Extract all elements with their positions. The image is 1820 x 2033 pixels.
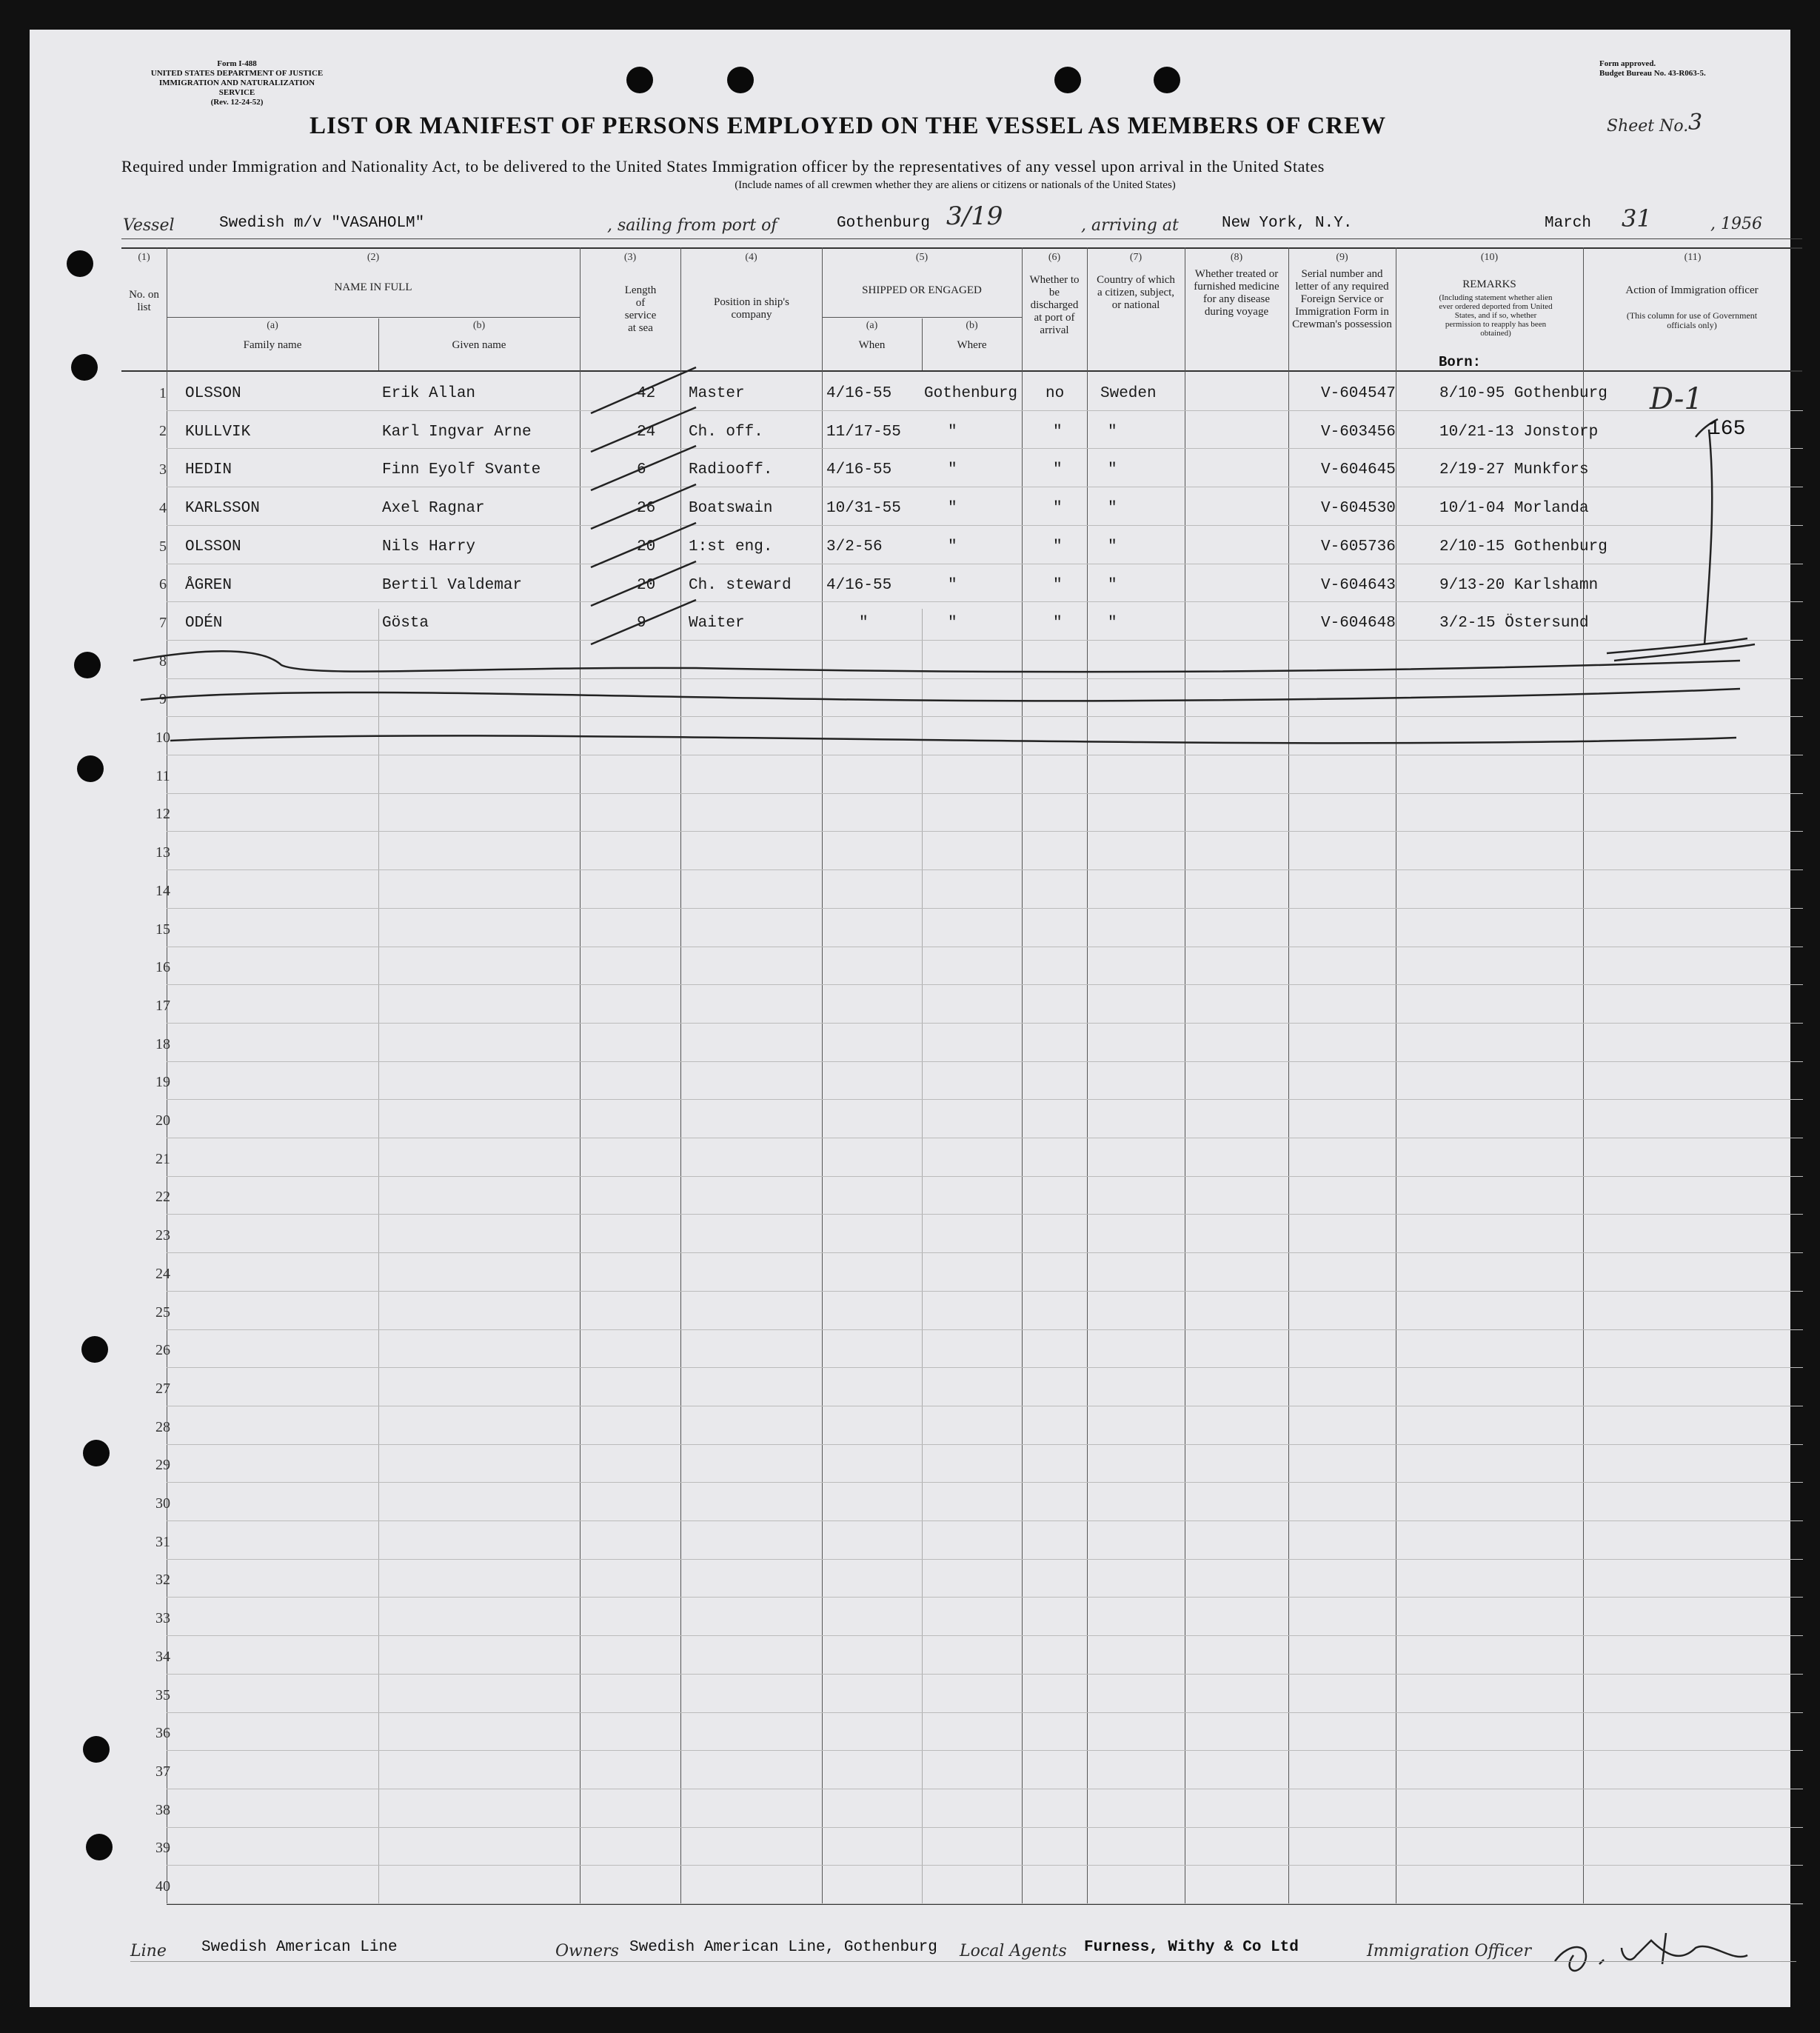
sheet-label: Sheet No.	[1607, 117, 1689, 136]
line-value: Swedish American Line	[201, 1939, 398, 1956]
crew-discharged: "	[1053, 577, 1063, 594]
row-number: 15	[155, 921, 170, 938]
sailing-label: , sailing from port of	[607, 216, 777, 235]
row-number: 26	[155, 1342, 170, 1358]
crew-position: 1:st eng.	[689, 538, 773, 555]
crew-serial-number: V-605736	[1321, 538, 1396, 555]
row-number: 33	[155, 1610, 170, 1626]
col9-header: Serial number and letter of any required Foreign Service or Immigration Form in Crewman's possession	[1292, 268, 1392, 330]
arrival-year: , 1956	[1710, 215, 1762, 233]
col1-header: No. on list	[129, 289, 159, 313]
crew-remarks: 2/19-27 Munkfors	[1439, 461, 1589, 478]
crew-given-name: Nils Harry	[382, 538, 476, 555]
col3-number: (3)	[623, 252, 637, 263]
col1-number: (1)	[138, 252, 150, 263]
subtitle: Required under Immigration and Nationality Act, to be delivered to the United States Immigration officer by the representatives of any vessel upon arrival in the United States	[121, 157, 1325, 176]
crew-country: "	[1108, 538, 1117, 555]
crew-family-name: ODÉN	[185, 615, 223, 632]
crew-family-name: OLSSON	[185, 385, 241, 402]
crew-discharged: "	[1053, 500, 1063, 517]
crew-given-name: Erik Allan	[382, 385, 476, 402]
col10-note: (Including statement whether alien ever ordered deported from United States, and if so, whether permission to reapply has been obtained)	[1439, 293, 1553, 338]
crew-engaged-when: 10/31-55	[826, 500, 901, 517]
col8-header: Whether treated or furnished medicine for any disease during voyage	[1194, 268, 1279, 318]
crew-service-years: 20	[637, 538, 656, 555]
row-number: 38	[155, 1802, 170, 1818]
row-number: 18	[155, 1036, 170, 1052]
crew-family-name: KARLSSON	[185, 500, 260, 517]
agents-label: Local Agents	[960, 1942, 1067, 1960]
crew-engaged-where: "	[948, 461, 957, 478]
crew-service-years: 42	[637, 385, 656, 402]
row-number: 40	[155, 1878, 170, 1895]
instruction-note: (Include names of all crewmen whether they are aliens or citizens or nationals of the United States)	[735, 179, 1176, 191]
row-number: 5	[159, 538, 167, 555]
sheet-number: 3	[1688, 110, 1703, 136]
crew-engaged-when: "	[859, 615, 869, 632]
crew-country: Sweden	[1100, 385, 1157, 402]
crew-discharged: "	[1053, 424, 1063, 441]
col3-header: Length of service at sea	[624, 284, 657, 334]
col7-number: (7)	[1129, 252, 1142, 263]
row-number: 14	[155, 883, 170, 899]
owners-value: Swedish American Line, Gothenburg	[629, 1939, 937, 1956]
row-number: 32	[155, 1572, 170, 1588]
row-number: 6	[159, 576, 167, 592]
crew-service-years: 24	[637, 424, 656, 441]
crew-country: "	[1108, 577, 1117, 594]
crew-engaged-where: Gothenburg	[924, 385, 1018, 402]
crew-engaged-when: 11/17-55	[826, 424, 901, 441]
page-title: LIST OR MANIFEST OF PERSONS EMPLOYED ON THE VESSEL AS MEMBERS OF CREW	[310, 113, 1387, 139]
row-number: 36	[155, 1725, 170, 1741]
col6-header: Whether to be discharged at port of arrival	[1029, 274, 1080, 336]
crew-remarks: 2/10-15 Gothenburg	[1439, 538, 1607, 555]
col10-header: REMARKS	[1462, 278, 1516, 290]
col5b-number: (b)	[966, 320, 978, 331]
row-number: 29	[155, 1457, 170, 1473]
row-number: 20	[155, 1112, 170, 1129]
crew-engaged-when: 4/16-55	[826, 577, 892, 594]
crew-family-name: KULLVIK	[185, 424, 251, 441]
row-number: 3	[159, 461, 167, 478]
crew-family-name: ÅGREN	[185, 577, 232, 594]
crew-remarks: 3/2-15 Östersund	[1439, 615, 1589, 632]
vessel-label: Vessel	[123, 216, 175, 235]
row-number: 12	[155, 806, 170, 822]
row-number: 10	[155, 730, 170, 746]
col5-header: SHIPPED OR ENGAGED	[862, 284, 982, 296]
crew-engaged-where: "	[948, 538, 957, 555]
col10-number: (10)	[1480, 252, 1499, 263]
crew-engaged-where: "	[948, 615, 957, 632]
row-number: 22	[155, 1189, 170, 1205]
crew-remarks: 9/13-20 Karlshamn	[1439, 577, 1599, 594]
arriving-label: , arriving at	[1081, 216, 1179, 235]
owners-label: Owners	[555, 1942, 619, 1960]
crew-engaged-when: 4/16-55	[826, 461, 892, 478]
row-number: 2	[159, 423, 167, 439]
crew-position: Boatswain	[689, 500, 773, 517]
crew-family-name: HEDIN	[185, 461, 232, 478]
crew-serial-number: V-604645	[1321, 461, 1396, 478]
crew-country: "	[1108, 500, 1117, 517]
crew-service-years: 9	[637, 615, 646, 632]
form-dept: UNITED STATES DEPARTMENT OF JUSTICE	[150, 69, 324, 78]
col2b-number: (b)	[472, 320, 486, 331]
col2-number: (2)	[367, 252, 380, 263]
agents-value: Furness, Withy & Co Ltd	[1084, 1939, 1299, 1956]
handwritten-marks	[30, 30, 1790, 2007]
crew-engaged-where: "	[948, 424, 957, 441]
row-number: 31	[155, 1534, 170, 1550]
officer-mark-165: 165	[1708, 418, 1746, 441]
crew-country: "	[1108, 615, 1117, 632]
destination: New York, N.Y.	[1222, 215, 1353, 232]
arrival-day-handwritten: 31	[1622, 204, 1652, 233]
row-number: 35	[155, 1687, 170, 1703]
row-number: 25	[155, 1304, 170, 1321]
crew-service-years: 20	[637, 577, 656, 594]
row-number: 39	[155, 1840, 170, 1856]
col8-number: (8)	[1230, 252, 1243, 263]
crew-given-name: Karl Ingvar Arne	[382, 424, 532, 441]
crew-position: Ch. off.	[689, 424, 763, 441]
row-number: 21	[155, 1151, 170, 1167]
crew-serial-number: V-604643	[1321, 577, 1396, 594]
crew-serial-number: V-604648	[1321, 615, 1396, 632]
col4-number: (4)	[745, 252, 757, 263]
crew-discharged: "	[1053, 538, 1063, 555]
crew-family-name: OLSSON	[185, 538, 241, 555]
col5a-header: When	[858, 339, 886, 351]
crew-given-name: Finn Eyolf Svante	[382, 461, 541, 478]
col4-header: Position in ship's company	[714, 296, 789, 321]
row-number: 28	[155, 1419, 170, 1435]
col2b-header: Given name	[452, 339, 506, 351]
arrival-month: March	[1545, 215, 1592, 232]
row-number: 37	[155, 1763, 170, 1780]
manifest-page	[30, 30, 1790, 2007]
crew-serial-number: V-604547	[1321, 385, 1396, 402]
crew-serial-number: V-603456	[1321, 424, 1396, 441]
crew-remarks: 10/1-04 Morlanda	[1439, 500, 1589, 517]
row-number: 9	[159, 691, 167, 707]
col11-note: (This column for use of Government officials only)	[1626, 310, 1758, 330]
crew-position: Waiter	[689, 615, 745, 632]
row-number: 8	[159, 653, 167, 670]
form-number: Form I-488	[217, 59, 257, 68]
officer-mark-d1: D-1	[1650, 382, 1703, 416]
crew-remarks: 10/21-13 Jonstorp	[1439, 424, 1599, 441]
row-number: 17	[155, 998, 170, 1014]
col5b-header: Where	[957, 339, 987, 351]
row-number: 4	[159, 500, 167, 516]
form-approved: Form approved.	[1599, 59, 1656, 68]
crew-engaged-where: "	[948, 500, 957, 517]
row-number: 30	[155, 1495, 170, 1512]
crew-engaged-where: "	[948, 577, 957, 594]
crew-given-name: Gösta	[382, 615, 429, 632]
departure-port: Gothenburg	[837, 215, 931, 232]
form-rev: (Rev. 12-24-52)	[210, 98, 264, 107]
line-label: Line	[130, 1942, 167, 1960]
form-service: IMMIGRATION AND NATURALIZATION SERVICE	[158, 79, 315, 97]
crew-position: Ch. steward	[689, 577, 792, 594]
col11-header: Action of Immigration officer	[1625, 284, 1759, 296]
col2a-header: Family name	[243, 339, 302, 351]
officer-label: Immigration Officer	[1367, 1942, 1531, 1960]
col5a-number: (a)	[866, 320, 878, 331]
col6-number: (6)	[1048, 252, 1061, 263]
row-number: 11	[155, 768, 170, 784]
budget-number: Budget Bureau No. 43-R063-5.	[1599, 69, 1706, 78]
crew-given-name: Axel Ragnar	[382, 500, 485, 517]
col5-number: (5)	[915, 252, 929, 263]
crew-discharged: "	[1053, 615, 1063, 632]
crew-discharged: "	[1053, 461, 1063, 478]
crew-service-years: 26	[637, 500, 656, 517]
col11-number: (11)	[1684, 252, 1702, 263]
row-number: 16	[155, 959, 170, 975]
vessel-name: Swedish m/v "VASAHOLM"	[219, 215, 425, 232]
row-number: 34	[155, 1649, 170, 1665]
crew-discharged: no	[1046, 385, 1065, 402]
crew-country: "	[1108, 424, 1117, 441]
col7-header: Country of which a citizen, subject, or national	[1097, 274, 1175, 311]
row-number: 24	[155, 1266, 170, 1282]
crew-country: "	[1108, 461, 1117, 478]
born-label: Born:	[1439, 354, 1482, 370]
crew-position: Radiooff.	[689, 461, 773, 478]
row-number: 27	[155, 1381, 170, 1397]
crew-engaged-when: 4/16-55	[826, 385, 892, 402]
col2a-number: (a)	[267, 320, 278, 331]
col2-header: NAME IN FULL	[334, 281, 412, 293]
row-number: 7	[159, 615, 167, 631]
row-number: 19	[155, 1074, 170, 1090]
crew-position: Master	[689, 385, 745, 402]
crew-remarks: 8/10-95 Gothenburg	[1439, 385, 1607, 402]
col9-number: (9)	[1336, 252, 1348, 263]
row-number: 13	[155, 844, 170, 861]
row-number: 23	[155, 1227, 170, 1243]
crew-given-name: Bertil Valdemar	[382, 577, 523, 594]
crew-service-years: 6	[637, 461, 646, 478]
crew-serial-number: V-604530	[1321, 500, 1396, 517]
row-number: 1	[159, 385, 167, 401]
crew-engaged-when: 3/2-56	[826, 538, 883, 555]
sail-date-handwritten: 3/19	[946, 201, 1003, 231]
